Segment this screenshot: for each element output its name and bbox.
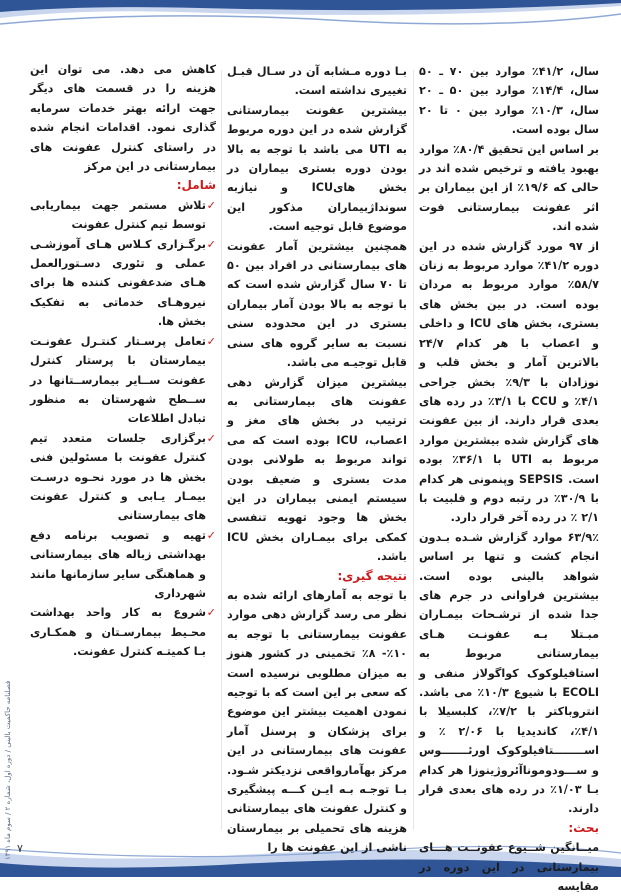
paragraph: بـا دوره مـشابه آن در سـال قبـل تغییری نداشته است. (227, 65, 407, 98)
list-item-text: برگزاری جلسات متعدد تیم کنترل عفونت با مسئولین فنی بخش ها در مورد نحـوه درسـت بیمـار یـابی و کنترل عفونت های بیمارستانی (30, 431, 206, 523)
column-divider (413, 70, 414, 830)
list-item-text: تعامل پرسـتار کنتـرل عفونـت بیمارستان با پرستار کنترل عفونت ســایر بیمارســتانها در ســطح شهرستان به منظور تبادل اطلاعات (30, 334, 206, 426)
paragraph: بر اساس این تحقیق ۸۰/۴٪ موارد بهبود یافته و ترخیص شده اند در حالی که ۱۹/۶٪ از این بیماران بر اثر عفونت بیمارستانی فوت شده اند. (419, 142, 599, 234)
journal-side-caption: فصلنامه حاکمیت بالینی / دوره اول، شماره ۲ / سوم ماه ۱۳۹۱ (4, 680, 12, 860)
checkmark-icon: ✓ (206, 237, 216, 251)
checkmark-icon: ✓ (206, 606, 216, 620)
list-item-text: برگـزاری کـلاس هـای آموزشـی عملی و تئوری دسـتورالعمل هـای ضدعفونی کننده ها برای نیروهـای خدماتی به تفکیک بخش ها. (30, 237, 206, 329)
column-middle (227, 62, 407, 855)
list-item (30, 196, 216, 235)
column-divider (221, 70, 222, 830)
list-item-text: تلاش مستمر جهت بیماریابی توسط تیم کنترل عفونت (30, 198, 206, 232)
checkmark-icon: ✓ (206, 334, 216, 348)
paragraph: بیشترین عفونت بیمارستانی گزارش شده در این دوره مربوط به UTI می باشد با توجه به بالا بودن دوره بستری بیماران در بخش هایICU و نیازبه سونداژبیماران مذکور این موضوع قابل توجیه است. (227, 103, 407, 234)
column-right (419, 62, 599, 894)
paragraph: ۶۳/۹٪ موارد گزارش شـده بـدون انجام کشت و تنها بر اساس شواهد بالینی بوده است. بیشترین فراوانی در جرم های جدا شده از ترشـحات بیمـاران مبـتلا بـه عفونـت هـای بیمارستانی مربوط به استافیلوکوک کواگولاز منفی و ECOLI با شیوع ۱۰/۳٪ می باشد. انتروباکتر با ۷/۲٪، کلبسیلا با ۴/۱٪، کاندیدیا با ۲/۰۶ ٪ و اســــــــتافیلوکوک اورئـــــــوس و ســـودوموناآئروژینوزا هر کدام بـا ۱/۰۳٪ در رده های بعدی قرار دارند. (419, 530, 599, 816)
section-heading-includes: شامل: (176, 178, 216, 193)
list-item (30, 603, 216, 661)
list-item (30, 429, 216, 526)
list-item-text: تهیه و تصویب برنامه دفع بهداشتی زباله های بیمارستانی و هماهنگی سایر سازمانها مانند شهرداری (30, 528, 206, 600)
section-heading-conclusion: نتیجه گیری: (337, 568, 407, 583)
page-number: ۷ (17, 842, 23, 855)
list-item (30, 526, 216, 604)
paragraph: میــانگین شــیوع عفونــت هـــای بیمارستانی در این دوره در مقایسه (419, 841, 599, 894)
paragraph: بیشترین میزان گزارش دهی عفونت های بیمارستانی به ترتیب در بخش های مغز و اعصاب، ICU بوده است که می تواند مربوط به طولانی بودن مدت بستری و ضعیف بودن سیستم ایمنی بیماران در این بخش ها وجود تهویه تنفسی کمکی برای بیمـاران بخش ICU باشد. (227, 375, 407, 564)
measures-list (30, 196, 216, 662)
paragraph: همچنین بیشترین آمار عفونت های بیمارستانی در افراد بین ۵۰ تا ۷۰ سال گزارش شده است که با توجه به بالا بودن آمار بیماران بستری در این محدوده سنی نسبت به سایر گروه های سنی قابل توجیـه می باشد. (227, 239, 407, 370)
list-item (30, 332, 216, 429)
list-item-text: شروع به کار واحد بهداشت محـیط بیمارسـتان و همکـاری بـا کمیتـه کنترل عفونت. (30, 606, 206, 659)
column-left (30, 60, 216, 840)
paragraph: کاهش می دهد. می توان این هزینه را در قسمت های دیگر جهت ارائه بهتر خدمات سرمایه گذاری نمود. اقدامات انجام شده در راستای کنترل عفونت های بیمارستانی در این مرکز (30, 63, 216, 174)
checkmark-icon: ✓ (206, 528, 216, 542)
paragraph: با توجه به آمارهای ارائه شده به نظر می رسد گزارش دهی موارد عفونت بیمارستانی با توجه به ۱۰٪- ۸٪ تخمینی در کشور هنوز به میزان مطلوبی نرسیده است که سعی بر این است که با توجیه نمودن اهمیت بیشتر این موضوع برای پزشکان و پرسنل آمار عفونت های بیمارستانی در این مرکز بهآمارواقعی نزدیکتر شـود. بـا توجـه بـه ایـن کـــه پیشگیری و کنترل عفونت های بیمارستانی هزینه های تحمیلی بر بیمارستان ناشی از این عفونت ها را (227, 588, 407, 855)
header-band (0, 0, 621, 44)
checkmark-icon: ✓ (206, 198, 216, 212)
checkmark-icon: ✓ (206, 431, 216, 445)
section-heading-discussion: بحث: (568, 820, 599, 835)
paragraph: سال، ۴۱/۲٪ موارد بین ۷۰ ـ ۵۰ سال، ۱۴/۴٪ موارد بین ۵۰ ـ ۲۰ سال، ۱۰/۳٪ موارد بین ۰ تا ۲۰ سال بوده است. (419, 65, 599, 137)
list-item (30, 235, 216, 332)
paragraph: از ۹۷ مورد گزارش شده در این دوره ۴۱/۲٪ موارد مربوط به زنان ۵۸/۷٪ موارد مربوط به مردان بوده است. در بین بخش های بستری، بخش های ICU و داخلی و اعصاب با هر کدام ۲۴/۷ بالاترین آمار و بخش قلب و نوزادان با ۹/۳٪ بخش جراحی ۴/۱٪ و CCU با ۳/۱٪ در رده های بعدی قرار دارند. از بین عفونت های گزارش شده بیشترین موارد مربوط به UTI با ۳۶/۱٪ بوده است. SEPSIS وپنمونی هر کدام با ۳۰/۹٪ در رتبه دوم و فلبیت با ۲/۱ ٪ در رده آخر قرار دارد. (419, 239, 599, 525)
